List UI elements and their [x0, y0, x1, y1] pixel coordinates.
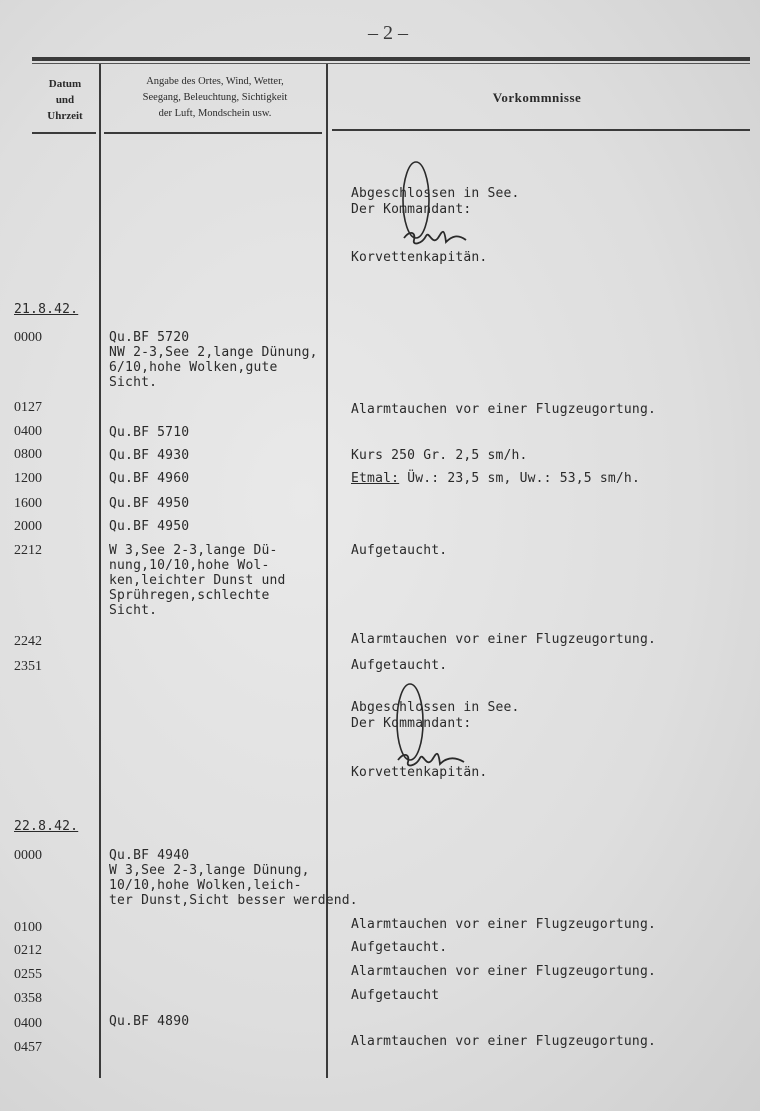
event-cell: Alarmtauchen vor einer Flugzeugortung. — [351, 1034, 657, 1049]
header-rule-top — [32, 57, 750, 61]
location-cell: Qu.BF 5710 — [109, 425, 190, 440]
page-number: – 2 – — [368, 22, 408, 44]
time-cell: 2242 — [14, 634, 42, 649]
header-underline-1 — [32, 132, 96, 134]
location-cell: Qu.BF 4960 — [109, 471, 190, 486]
column-divider-2 — [326, 64, 328, 1078]
location-cell: Qu.BF 4950 — [109, 496, 190, 511]
header-rule-top-thin — [32, 63, 750, 64]
time-cell: 0800 — [14, 447, 42, 462]
time-cell: 0212 — [14, 943, 42, 958]
event-cell: Aufgetaucht. — [351, 658, 448, 673]
closing-line-3: Korvettenkapitän. — [351, 765, 488, 780]
time-cell: 0100 — [14, 920, 42, 935]
signature-2 — [392, 682, 472, 774]
time-cell: 2000 — [14, 519, 42, 534]
signature-1 — [396, 160, 476, 252]
event-cell: Alarmtauchen vor einer Flugzeugortung. — [351, 402, 657, 417]
time-cell: 2351 — [14, 659, 42, 674]
time-cell: 1600 — [14, 496, 42, 511]
etmal-label: Etmal: — [351, 471, 400, 486]
time-cell: 0000 — [14, 848, 42, 863]
location-cell: Qu.BF 5720 NW 2-3,See 2,lange Dünung, 6/10,hohe Wolken,gute Sicht. — [109, 330, 318, 390]
time-cell: 0457 — [14, 1040, 42, 1055]
location-cell: Qu.BF 4890 — [109, 1014, 190, 1029]
header-angabe: Angabe des Ortes, Wind, Wetter, Seegang, Beleuchtung, Sichtigkeit der Luft, Mondschein usw. — [142, 76, 288, 119]
header-underline-3 — [332, 129, 750, 131]
column-divider-1 — [99, 64, 101, 1078]
time-cell: 0358 — [14, 991, 42, 1006]
time-cell: 0400 — [14, 1016, 42, 1031]
event-cell: Aufgetaucht. — [351, 940, 448, 955]
event-cell: Alarmtauchen vor einer Flugzeugortung. — [351, 632, 657, 647]
closing-line-1: Abgeschlossen in See. — [351, 700, 520, 715]
closing-line-2: Der Kommandant: — [351, 202, 472, 217]
closing-line-2: Der Kommandant: — [351, 716, 472, 731]
event-cell: Alarmtauchen vor einer Flugzeugortung. — [351, 917, 657, 932]
time-cell: 0400 — [14, 424, 42, 439]
time-cell: 2212 — [14, 543, 42, 558]
event-cell: Alarmtauchen vor einer Flugzeugortung. — [351, 964, 657, 979]
location-cell: Qu.BF 4940 W 3,See 2-3,lange Dünung, 10/10,hohe Wolken,leich- ter Dunst,Sicht besser werdend. — [109, 848, 358, 908]
event-cell: Kurs 250 Gr. 2,5 sm/h. — [351, 448, 528, 463]
event-cell: Aufgetaucht. — [351, 543, 448, 558]
time-cell: 1200 — [14, 471, 42, 486]
location-cell: W 3,See 2-3,lange Dü- nung,10/10,hohe Wol- ken,leichter Dunst und Sprühregen,schlechte Sicht. — [109, 543, 286, 618]
closing-line-1: Abgeschlossen in See. — [351, 186, 520, 201]
header-vorkommnisse: Vorkommnisse — [492, 90, 582, 105]
date-day-1: 21.8.42. — [14, 302, 79, 317]
event-cell: Aufgetaucht — [351, 988, 440, 1003]
location-cell: Qu.BF 4950 — [109, 519, 190, 534]
event-cell: Etmal: Üw.: 23,5 sm, Uw.: 53,5 sm/h. — [351, 471, 640, 486]
time-cell: 0127 — [14, 400, 42, 415]
closing-line-3: Korvettenkapitän. — [351, 250, 488, 265]
time-cell: 0255 — [14, 967, 42, 982]
header-datum: Datum und Uhrzeit — [47, 78, 83, 122]
location-cell: Qu.BF 4930 — [109, 448, 190, 463]
header-underline-2 — [104, 132, 322, 134]
time-cell: 0000 — [14, 330, 42, 345]
date-day-2: 22.8.42. — [14, 819, 79, 834]
